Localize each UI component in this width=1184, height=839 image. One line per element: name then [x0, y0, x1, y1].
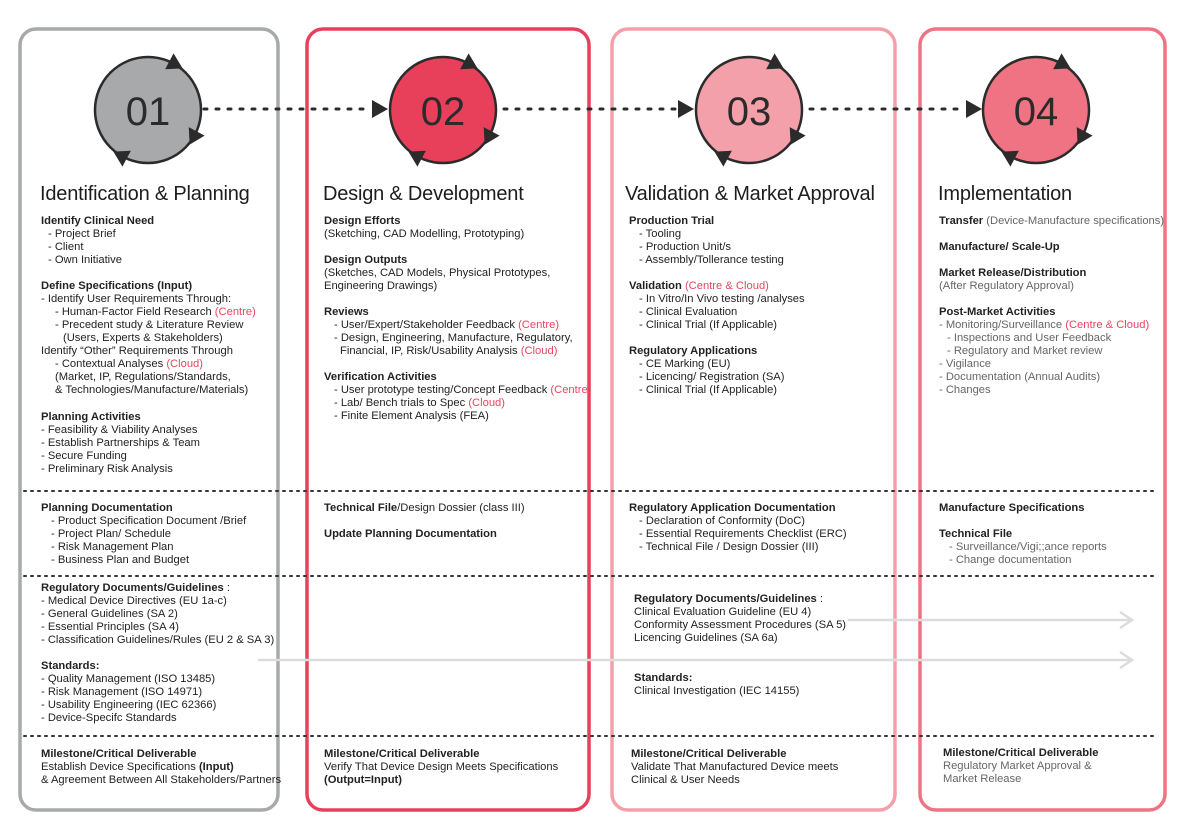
section-heading: Technical File [324, 502, 398, 514]
phase-4-section-1 [939, 215, 1164, 228]
phase-2-documentation [324, 502, 525, 541]
phase-4-section-3 [939, 267, 1086, 293]
list-item: - CE Marking (EU) [639, 358, 731, 370]
section-heading: Regulatory Applications [629, 345, 758, 357]
list-item: - Clinical Trial (If Applicable) [639, 319, 778, 331]
list-item: - Inspections and User Feedback [947, 332, 1112, 344]
section-heading: Design Outputs [324, 254, 408, 266]
list-item: - Technical File / Design Dossier (III) [639, 541, 819, 553]
list-item: - Monitoring/Surveillance [939, 319, 1066, 331]
list-item: (Sketching, CAD Modelling, Prototyping) [324, 228, 525, 240]
phase-3-documentation [629, 502, 847, 554]
list-item: - Classification Guidelines/Rules (EU 2 & SA 3) [41, 634, 275, 646]
phase-4-section-2 [939, 241, 1060, 254]
phase-1-standards [41, 660, 216, 725]
phase-1-title: Identification & Planning [40, 183, 250, 205]
phase-2-section-4 [324, 371, 591, 423]
list-item: - Project Plan/ Schedule [51, 528, 172, 540]
section-heading: Post-Market Activities [939, 306, 1056, 318]
heading-detail: /Design Dossier (class III) [397, 502, 525, 514]
list-item: - Changes [939, 384, 991, 396]
centre-tag: (Centre) [214, 306, 256, 318]
phase-4-title: Implementation [938, 183, 1072, 205]
phase-2-badge [390, 53, 500, 166]
phase-1-section-1 [41, 215, 154, 267]
list-item: - Identify User Requirements Through: [41, 293, 232, 305]
list-item: - Production Unit/s [639, 241, 732, 253]
list-item: - Regulatory and Market review [947, 345, 1103, 357]
list-item: Financial, IP, Risk/Usability Analysis [340, 345, 521, 357]
phase-3-badge [696, 53, 806, 166]
list-item: - Lab/ Bench trials to Spec [334, 397, 469, 409]
section-heading: Manufacture/ Scale-Up [939, 241, 1060, 253]
milestone-heading: Milestone/Critical Deliverable [41, 748, 197, 760]
phase-4-documentation [939, 502, 1107, 567]
phase-4-number: 04 [1013, 90, 1059, 134]
milestone-input-label: (Input) [198, 761, 234, 773]
list-item: Engineering Drawings) [324, 280, 438, 292]
phase-2-milestone [324, 748, 558, 787]
phase-3-section-1 [629, 215, 784, 267]
list-item: Clinical Investigation (IEC 14155) [634, 685, 800, 697]
list-item: - Client [48, 241, 84, 253]
list-item: - Surveillance/Vigi;;ance reports [949, 541, 1107, 553]
milestone-heading: Milestone/Critical Deliverable [324, 748, 480, 760]
list-item: - Design, Engineering, Manufacture, Regulatory, [334, 332, 573, 344]
list-item: - Establish Partnerships & Team [41, 437, 200, 449]
list-item: (Market, IP, Regulations/Standards, [55, 371, 231, 383]
list-item: - In Vitro/In Vivo testing /analyses [639, 293, 805, 305]
phase-2-title: Design & Development [323, 183, 524, 205]
list-item: - Project Brief [48, 228, 116, 240]
list-item: - Finite Element Analysis (FEA) [334, 410, 489, 422]
list-item: - Declaration of Conformity (DoC) [639, 515, 805, 527]
section-heading: Regulatory Documents/Guidelines [41, 582, 224, 594]
phase-2-section-1 [324, 215, 524, 241]
section-heading: Regulatory Documents/Guidelines [634, 593, 817, 605]
list-item: - Documentation (Annual Audits) [939, 371, 1101, 383]
milestone-text: Validate That Manufactured Device meets [631, 761, 839, 773]
section-heading: Identify Clinical Need [41, 215, 155, 227]
phase-1-milestone [41, 748, 281, 787]
list-item: - User prototype testing/Concept Feedback [334, 384, 551, 396]
phase-3-standards [634, 672, 799, 698]
phase-2-section-3 [324, 306, 573, 358]
list-item: Clinical Evaluation Guideline (EU 4) [634, 606, 812, 618]
cloud-tag: (Cloud) [468, 397, 506, 409]
section-heading: Technical File [939, 528, 1013, 540]
phase-3-section-3 [629, 345, 785, 397]
section-heading: Standards: [634, 672, 693, 684]
phase-1-section-2 [41, 280, 256, 397]
phase-3-regulatory [634, 593, 846, 645]
list-item: - Clinical Trial (If Applicable) [639, 384, 778, 396]
phase-4-milestone [943, 747, 1098, 786]
list-item: - Device-Specifc Standards [41, 712, 177, 724]
list-item: - Product Specification Document /Brief [51, 515, 247, 527]
phase-1-number: 01 [125, 90, 171, 134]
section-heading: Manufacture Specifications [939, 502, 1085, 514]
phase-3-section-2 [629, 280, 805, 332]
list-item: - Essential Principles (SA 4) [41, 621, 180, 633]
centre-cloud-tag: (Centre & Cloud) [681, 280, 769, 292]
cloud-tag: (Cloud) [520, 345, 558, 357]
section-heading: Define Specifications (Input) [41, 280, 193, 292]
section-heading: Update Planning Documentation [324, 528, 497, 540]
milestone-text: Clinical & User Needs [631, 774, 740, 786]
heading-colon: : [223, 582, 230, 594]
heading-detail: (Device-Manufacture specifications) [983, 215, 1165, 227]
milestone-text: & Agreement Between All Stakeholders/Partners [41, 774, 282, 786]
section-heading: Planning Documentation [41, 502, 173, 514]
section-heading: Standards: [41, 660, 100, 672]
list-item: - Feasibility & Viability Analyses [41, 424, 198, 436]
list-item: - Essential Requirements Checklist (ERC) [639, 528, 847, 540]
heading-colon: : [816, 593, 823, 605]
list-item: - Medical Device Directives (EU 1a-c) [41, 595, 227, 607]
milestone-text: Verify That Device Design Meets Specifications [324, 761, 559, 773]
phase-3-title: Validation & Market Approval [625, 183, 875, 205]
list-item: - Human-Factor Field Research [55, 306, 215, 318]
centre-tag: (Centre) [518, 319, 560, 331]
list-item: (After Regulatory Approval) [939, 280, 1074, 292]
phase-3-number: 03 [726, 90, 772, 134]
list-item: - Tooling [639, 228, 682, 240]
phase-4-section-4 [939, 306, 1149, 397]
milestone-text: (Output=Input) [324, 774, 402, 786]
list-item: Identify “Other” Requirements Through [41, 345, 233, 357]
phase-1-badge [95, 53, 205, 166]
section-heading: Transfer [939, 215, 984, 227]
list-item: - Clinical Evaluation [639, 306, 738, 318]
milestone-heading: Milestone/Critical Deliverable [943, 747, 1099, 759]
section-heading: Planning Activities [41, 411, 141, 423]
list-item: - Vigilance [939, 358, 992, 370]
list-item: - User/Expert/Stakeholder Feedback [334, 319, 519, 331]
section-heading: Production Trial [629, 215, 715, 227]
phase-1-regulatory [41, 582, 274, 647]
list-item: - Preliminary Risk Analysis [41, 463, 173, 475]
list-item: Conformity Assessment Procedures (SA 5) [634, 619, 847, 631]
phase-2-section-2 [324, 254, 550, 293]
list-item: - Assembly/Tollerance testing [639, 254, 784, 266]
list-item: - Risk Management Plan [51, 541, 174, 553]
section-heading: Verification Activities [324, 371, 437, 383]
centre-tag: (Centre) [550, 384, 592, 396]
list-item: - Risk Management (ISO 14971) [41, 686, 203, 698]
milestone-text: Regulatory Market Approval & [943, 760, 1092, 772]
list-item: - Quality Management (ISO 13485) [41, 673, 216, 685]
milestone-text: Market Release [943, 773, 1022, 785]
centre-cloud-tag: (Centre & Cloud) [1065, 319, 1150, 331]
section-heading: Regulatory Application Documentation [629, 502, 836, 514]
list-item: - Change documentation [949, 554, 1072, 566]
list-item: Licencing Guidelines (SA 6a) [634, 632, 778, 644]
phase-1-section-3 [41, 411, 200, 476]
list-item: - Usability Engineering (IEC 62366) [41, 699, 217, 711]
list-item: - Own Initiative [48, 254, 122, 266]
list-item: - Contextual Analyses [55, 358, 167, 370]
list-item: (Sketches, CAD Models, Physical Prototypes, [324, 267, 551, 279]
list-item: - General Guidelines (SA 2) [41, 608, 178, 620]
milestone-text: Establish Device Specifications [41, 761, 199, 773]
section-heading: Reviews [324, 306, 369, 318]
section-heading: Validation [629, 280, 682, 292]
list-item: & Technologies/Manufacture/Materials) [55, 384, 249, 396]
section-heading: Design Efforts [324, 215, 401, 227]
list-item: - Licencing/ Registration (SA) [639, 371, 785, 383]
phase-1-documentation [41, 502, 246, 567]
list-item: (Users, Experts & Stakeholders) [63, 332, 223, 344]
list-item: - Business Plan and Budget [51, 554, 190, 566]
section-heading: Market Release/Distribution [939, 267, 1087, 279]
milestone-heading: Milestone/Critical Deliverable [631, 748, 787, 760]
list-item: - Precedent study & Literature Review [55, 319, 244, 331]
phase-4-badge [983, 53, 1093, 166]
phase-3-milestone [631, 748, 838, 787]
cloud-tag: (Cloud) [166, 358, 203, 370]
phase-2-number: 02 [420, 90, 466, 134]
list-item: - Secure Funding [41, 450, 127, 462]
